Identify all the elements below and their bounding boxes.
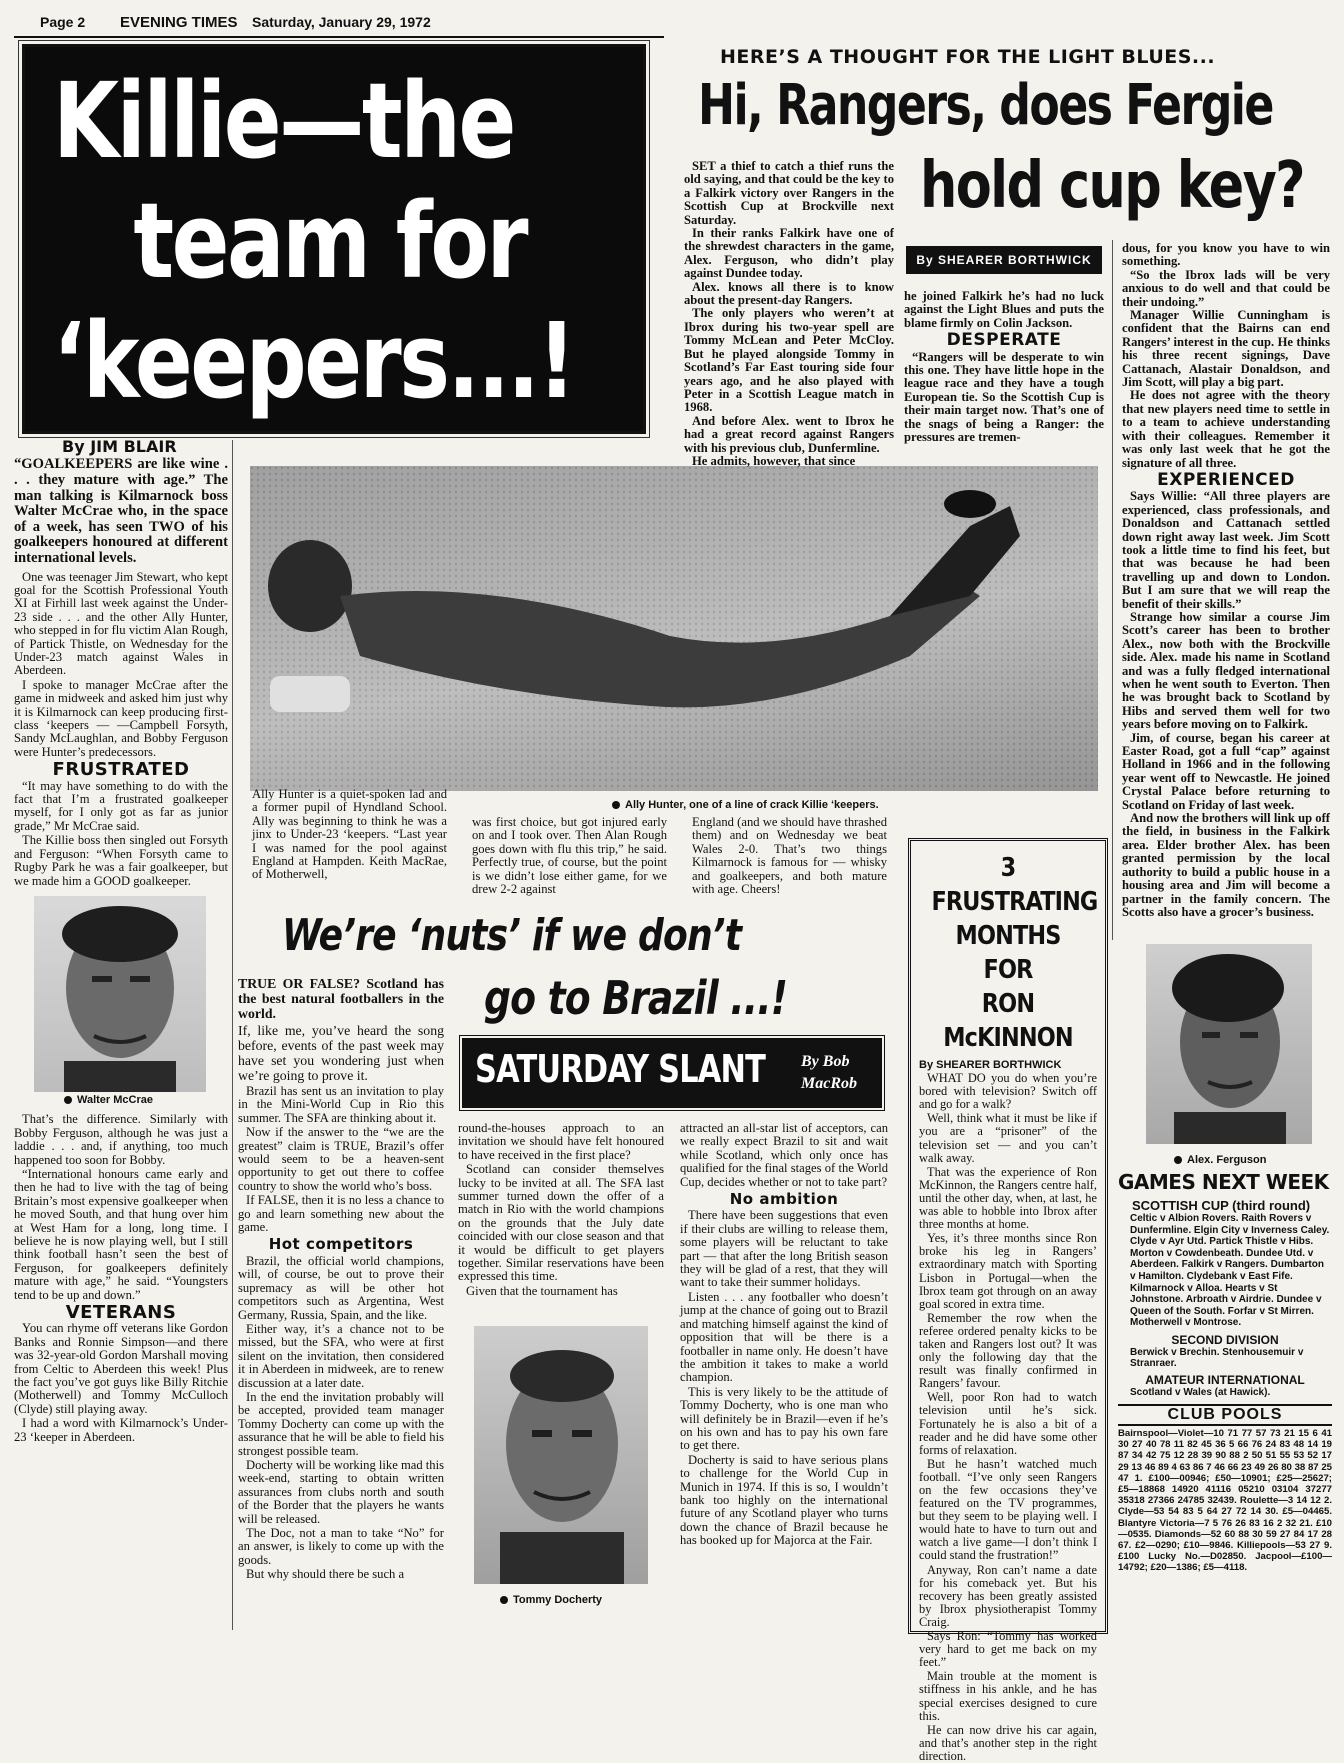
- mckinnon-para-1: WHAT DO you do when you’re bored with television? Switch off and go for a walk?: [919, 1071, 1097, 1112]
- brazil-para-3: If FALSE, then it is no less a chance to go and learn something new about the game.: [238, 1193, 444, 1235]
- brazil-para-10: round-the-houses approach to an invitation we should have felt honoured to have received in the first place?: [458, 1121, 664, 1162]
- caption-bullet-icon: [1174, 1156, 1182, 1164]
- killie-para-4: The Killie boss then singled out Forsyth and Ferguson: “When Forsyth came to Rugby Park he was a fair goalkeeper, but we made him a GOOD goalkeeper.: [14, 833, 228, 888]
- mckinnon-para-5: Remember the row when the referee ordered penalty kicks to be taken and Rangers lost out? It was only the following day that the result was finally confirmed in Rangers’ favour.: [919, 1310, 1097, 1391]
- brazil-para-1: Brazil has sent us an invitation to play in the Mini-World Cup in Rio this summer. The SFA are thinking about it.: [238, 1084, 444, 1125]
- mckinnon-para-7: But he hasn’t watched much football. “I’ve only seen Rangers on the few occasions they’ve featured on the TV programmes, but they seem to be playing well. I would hate to have to turn out and watch a live game—I don’t think I could stand the frustration!”: [919, 1456, 1097, 1563]
- brazil-col-1: [238, 976, 444, 1632]
- brazil-para-8: The Doc, not a man to take “No” for an answer, is likely to come up with the goods.: [238, 1526, 444, 1567]
- docherty-caption: Tommy Docherty: [500, 1594, 602, 1606]
- masthead-rule: [14, 36, 664, 38]
- rangers-para-8: “Rangers will be desperate to win this one. They have little hope in the league race and they have a tough European tie. So the Scottish Cup is their main target now. That’s one of the snags of being a Ranger: the pressures are tremen-: [904, 349, 1104, 445]
- brazil-para-15: Listen . . . any footballer who doesn’t jump at the chance of going out to Brazil and matching himself against the kind of opposition that will be there is a footballer in name only. He doesn’t have the ambition it takes to make a world champion.: [680, 1289, 888, 1385]
- second-division-heading: SECOND DIVISION: [1171, 1332, 1279, 1347]
- rangers-para-7: he joined Falkirk he’s had no luck against the Light Blues and puts the blame firmly on Colin Jackson.: [904, 289, 1104, 330]
- ferguson-caption: Alex. Ferguson: [1174, 1154, 1266, 1166]
- games-panel: [1118, 1170, 1332, 1630]
- rangers-para-3: Alex. knows all there is to know about the present-day Rangers.: [684, 279, 894, 308]
- brazil-para-9: But why should there be such a: [246, 1567, 405, 1582]
- brazil-col-3: [680, 1122, 888, 1632]
- rangers-para-6: He admits, however, that since: [692, 453, 856, 468]
- killie-para-1: One was teenager Jim Stewart, who kept goal for the Scottish Professional Youth XI at Firhill last week against the Under-23 side . . . and the other Ally Hunter, who stepped in for flu victim Alan Rough, of Partick Thistle, on Wednesday for the Under-23 match against Wales in Aberdeen.: [14, 569, 228, 678]
- killie-lead: “GOALKEEPERS are like wine . . . they mature with age.” The man talking is Kilmarnock boss Walter McCrae who, in the space of a week, has seen TWO of his goalkeepers honoured at different international levels.: [14, 456, 228, 566]
- brazil-para-7: Docherty will be working like mad this week-end, starting to obtain written assurances from clubs north and south of the Border that the players he wants will be released.: [238, 1457, 444, 1526]
- killie-headline-line3: ‘keepers...!: [53, 300, 574, 422]
- brazil-subhead-hot: Hot competitors: [268, 1235, 414, 1254]
- caption-bullet-icon: [612, 801, 620, 809]
- killie-headline-line2: team for: [133, 180, 527, 302]
- killie-subhead-frustrated: FRUSTRATED: [52, 759, 190, 781]
- masthead: [40, 14, 680, 36]
- hunter-col-3: England (and we should have thrashed them) and on Wednesday we beat Wales 2-0. That’s two things Kilmarnock is famous for — whisky and goalkeepers, and both mature with age. Cheers!: [692, 815, 887, 897]
- hunter-photo-caption: Ally Hunter, one of a line of crack Killie ‘keepers.: [612, 799, 1012, 811]
- brazil-para-16: This is very likely to be the attitude of Tommy Docherty, who is one man who will definitely be in Brazil—even if he’s on his own and has to pay his own fare to get there.: [680, 1384, 888, 1453]
- paper-name: EVENING TIMES: [120, 14, 238, 31]
- rangers-para-14: Strange how similar a course Jim Scott’s career has been to brother Alex., now both with the Brockville side. Alex. made his name in Scotland and was a fully fledged international when he went south to Everton. Then he was brought back to Scotland by Hibs and served them well for two years before moving on to Falkirk.: [1122, 609, 1330, 732]
- mckinnon-para-2: Well, think what it must be like if you are a “prisoner” of the television set — and you can’t walk away.: [919, 1111, 1097, 1165]
- rangers-byline: By SHEARER BORTHWICK: [906, 246, 1102, 274]
- rangers-para-4: The only players who weren’t at Ibrox during his two-year spell are Tommy McLean and Peter McCloy. But he played alongside Tommy in Scotland’s Far East touring side four years ago, and he also played with Peter in a Scottish League match in 1968.: [684, 306, 894, 415]
- cup-heading: SCOTTISH CUP (third round): [1132, 1198, 1311, 1213]
- photo-ally-hunter: [250, 466, 1098, 791]
- photo-walter-mccrae: [34, 896, 206, 1092]
- rangers-para-12: He does not agree with the theory that new players need time to settle in to a team to achieve understanding with their colleagues. Remember it was only last week that he got the signature of all three.: [1122, 388, 1330, 470]
- rangers-col-2: [904, 290, 1104, 465]
- mckinnon-para-4: Yes, it’s three months since Ron broke his leg in Rangers’ extraordinary match with Sporting Lisbon in Portugal—when the Ibrox team got through on an away goal scored in extra time.: [919, 1231, 1097, 1311]
- mckinnon-para-3: That was the experience of Ron McKinnon, the Rangers centre half, until the other day, when, at last, he was able to hobble into Ibrox after three months at home.: [919, 1164, 1097, 1232]
- hunter-col-1: Ally Hunter is a quiet-spoken lad and a former pupil of Hyndland School. Ally was beginning to think he was a jinx to Under-23 ‘keepers. “Last year I was named for the pool against England at Hampden. Keith MacRae, of Motherwell,: [252, 787, 447, 882]
- mckinnon-byline: By SHEARER BORTHWICK: [919, 1059, 1062, 1071]
- killie-para-3: “It may have something to do with the fact that I’m a frustrated goalkeeper myself, for I only got as far as junior grade,” Mr McCrae said.: [14, 778, 228, 833]
- rangers-headline-line1: Hi, Rangers, does Fergie: [698, 73, 1273, 138]
- rangers-col-1: [684, 159, 894, 468]
- club-pools-results: Bairnspool—Violet—10 71 77 57 73 21 15 6 41 30 27 40 78 11 82 45 36 5 66 76 24 83 48 14 19 87 34 42 75 12 28 39 90 88 2 50 51 55 53 52 17 29 13 46 89 4 63 86 7 46 66 23 49 26 80 38 87 25 47 1. £100—00946; £50—10901; £25—25627; £5—18868 14920 41116 05210 03104 37277 35318 27366 24785 32439. Roulette—3 14 12 2. Clyde—53 54 83 5 64 27 72 14 30. £5—04465. Blantyre Victoria—7 5 76 26 83 16 2 32 21. £10—0535. Diamonds—52 60 88 30 59 27 84 17 28 67. £2—0290; £10—9846. Killiepools—53 27 9. £100 Lucky No.—D02850. Jacpool—£100—14792; £20—1386; £5—4118.: [1118, 1427, 1332, 1574]
- rangers-subhead-desperate: DESPERATE: [946, 330, 1062, 351]
- brazil-para-5: Either way, it’s a chance not to be missed, but the SFA, who were at first silent on the invitation, then considered it in Aberdeen in midweek, are to renew discussion at a later date.: [238, 1321, 444, 1390]
- rangers-subhead-experienced: EXPERIENCED: [1157, 469, 1295, 490]
- killie-headline-box: [22, 44, 646, 434]
- rangers-para-15: Jim, of course, began his career at Easter Road, got a full “cap” against Holland in 1966 and in the following year went off to Newcastle. He joined Crystal Palace before returning to Scotland on Friday of last week.: [1122, 730, 1330, 812]
- diving-goalkeeper-icon: [250, 466, 1098, 791]
- mckinnon-headline-line1: 3 FRUSTRATING: [931, 853, 1098, 917]
- mckinnon-para-6: Well, poor Ron had to watch television until he’s sick. Fortunately he is also a bit of a reader and he did have some other forms of relaxation.: [919, 1390, 1097, 1457]
- mckinnon-body: [919, 1059, 1097, 1763]
- second-division-fixtures: Berwick v Brechin. Stenhousemuir v Stranraer.: [1130, 1346, 1304, 1369]
- amateur-fixture: Scotland v Wales (at Hawick).: [1130, 1386, 1271, 1398]
- brazil-para-17: Docherty is said to have serious plans to challenge for the World Cup in Munich in 1974. If this is so, I wouldn’t bank too highly on the international future of any Scotland player who turns down the chance of Brazil because he has booked up for Majorca at the Fair.: [680, 1452, 888, 1548]
- brazil-para-14: There have been suggestions that even if their clubs are willing to release them, some players will be reluctant to take part — that after the long British season they will be glad of a rest, that they will want to take their summer holidays.: [680, 1208, 888, 1290]
- killie-para-6: “International honours came early and then he had to live with the tag of being Britain’s most expensive goalkeeper when he moved South, and that hung over him at West Ham for a long, long time. I believe he is now playing well, but I still think football hasn’t seen the best of Ferguson, for goalkeepers definitely mature with age,” he said. “Youngsters tend to be up and down.”: [14, 1166, 228, 1302]
- brazil-para-11: Scotland can consider themselves lucky to be invited at all. The SFA last summer turned down the offer of a match in Rio with the world champions on the grounds that the July date coincided with our close season and that it would be difficult to get players together. Similar reservations have been expressed this time.: [458, 1162, 664, 1284]
- issue-date: Saturday, January 29, 1972: [252, 14, 431, 30]
- killie-para-8: I had a word with Kilmarnock’s Under-23 ‘keeper in Aberdeen.: [14, 1416, 228, 1444]
- brazil-para-4: Brazil, the official world champions, will, of course, be out to prove their supremacy as will be other hot competitors such as Argentina, West Germany, Russia, Spain, and the like.: [238, 1253, 444, 1322]
- mckinnon-para-8: Anyway, Ron can’t name a date for his comeback yet. But his recovery has been greatly assisted by Ibrox physiotherapist Tommy Craig.: [919, 1562, 1097, 1629]
- rangers-para-9: dous, for you know you have to win something.: [1122, 241, 1330, 269]
- mckinnon-headline-line2: MONTHS FOR: [955, 921, 1061, 985]
- amateur-heading: AMATEUR INTERNATIONAL: [1145, 1372, 1305, 1387]
- killie-headline-line1: Killie—the: [53, 60, 514, 182]
- column-rule: [232, 440, 233, 1630]
- mckinnon-headline-line3: RON McKINNON: [943, 989, 1073, 1053]
- rangers-para-1: SET a thief to catch a thief runs the old saying, and that could be the key to a Falkirk victory over Rangers in the Scottish Cup at Brockville next Saturday.: [684, 159, 894, 227]
- brazil-para-2: Now if the answer to the “we are the greatest” claim is TRUE, Brazil’s offer would seem to be a heaven-sent opportunity to get out there to coffee country to show the world who’s boss.: [238, 1125, 444, 1193]
- photo-tommy-docherty: [474, 1326, 648, 1584]
- rangers-para-11: Manager Willie Cunningham is confident that the Bairns can end Rangers’ interest in the cup. He thinks his three recent signings, Dave Cattanach, Alastair Donaldson, and Jim Scott, will play a big part.: [1122, 308, 1330, 390]
- brazil-lead-2: If, like me, you’ve heard the song before, events of the past week may have set you wondering just when we’re going to prove it.: [238, 1023, 444, 1083]
- killie-para-2: I spoke to manager McCrae after the game in midweek and asked him just why it is Kilmarnock can keep producing first-class ‘keepers — —Campbell Forsyth, Sandy McLaughlan, and Bobby Ferguson were Hunter’s predecessors.: [14, 677, 228, 759]
- saturday-slant-banner: [462, 1038, 882, 1108]
- brazil-para-13: attracted an all-star list of acceptors, can we really expect Brazil to sit and wait while Scotland, which only once has qualified for the final stages of the World Cup, decides whether or not to take part?: [680, 1121, 888, 1189]
- brazil-headline-line2: go to Brazil ...!: [484, 971, 788, 1025]
- rangers-para-2: In their ranks Falkirk have one of the shrewdest characters in the game, Alex. Ferguson, who didn’t play against Dundee today.: [684, 226, 894, 281]
- rangers-para-5: And before Alex. went to Ibrox he had a great record against Rangers with his previous club, Dunfermline.: [684, 413, 894, 455]
- killie-para-7: You can rhyme off veterans like Gordon Banks and Ronnie Simpson—and there was 32-year-old Gordon Marshall moving from Celtic to Aberdeen this week! Plus the fact you’ve got guys like Billy Ritchie (Motherwell) and Tommy McCulloch (Clyde) still playing away.: [14, 1321, 228, 1416]
- rangers-headline-line2: hold cup key?: [920, 149, 1304, 223]
- mckinnon-para-11: He can now drive his car again, and that’s another step in the right direction.: [919, 1722, 1097, 1763]
- mckinnon-para-10: Main trouble at the moment is stiffness in his ankle, and he has special exercises designed to cure this.: [919, 1669, 1097, 1723]
- mckinnon-para-9: Says Ron: “Tommy has worked very hard to get me back on my feet.”: [919, 1629, 1097, 1670]
- mccrae-caption: Walter McCrae: [64, 1094, 228, 1107]
- killie-headline: [53, 60, 574, 422]
- rangers-para-10: “So the Ibrox lads will be very anxious to do well and that could be their undoing.”: [1122, 267, 1330, 309]
- rangers-kicker: HERE’S A THOUGHT FOR THE LIGHT BLUES...: [720, 46, 1216, 68]
- saturday-slant-author: MacRob: [801, 1075, 857, 1092]
- mccrae-portrait-icon: [34, 896, 206, 1092]
- brazil-col-2: [458, 1122, 664, 1330]
- rangers-col-3: [1122, 242, 1330, 944]
- club-pools-heading: CLUB POOLS: [1118, 1404, 1332, 1426]
- brazil-headline-line1: We’re ‘nuts’ if we don’t: [282, 910, 742, 961]
- mckinnon-box: [908, 838, 1108, 1763]
- brazil-para-6: In the end the invitation probably will be accepted, provided team manager Tommy Docherty can come up with the assurance that he will be able to field his strongest possible team.: [238, 1389, 444, 1458]
- cup-fixtures: Celtic v Albion Rovers. Raith Rovers v Dunfermline. Elgin City v Inverness Caley. Clyde v Ayr Utd. Partick Thistle v Hibs. Morton v Cowdenbeath. Dundee Utd. v Aberdeen. Falkirk v Rangers. Dumbarton v Hamilton. Clydebank v East Fife. Kilmarnock v Alloa. Hearts v St Johnstone. Arbroath v Airdrie. Dundee v Queen of the South. Forfar v St Mirren. Motherwell v Montrose.: [1130, 1213, 1330, 1329]
- caption-bullet-icon: [64, 1096, 72, 1104]
- brazil-para-12: Given that the tournament has: [466, 1283, 618, 1298]
- games-title: GAMES NEXT WEEK: [1118, 1170, 1329, 1194]
- saturday-slant-label: SATURDAY SLANT: [475, 1047, 766, 1091]
- page-number: Page 2: [40, 14, 86, 30]
- killie-subhead-veterans: VETERANS: [65, 1302, 177, 1323]
- brazil-subhead-ambition: No ambition: [729, 1190, 839, 1209]
- hunter-col-2: was first choice, but got injured early on and I took over. Then Alan Rough goes down with flu this trip,” he said. Perfectly true, of course, but the point is we didn’t lose either game, for we drew 2-2 against: [472, 815, 667, 897]
- rangers-para-16: And now the brothers will link up off the field, in business in the Falkirk area. Elder brother Alex. has been granted permission by the local authority to build a public house in a housing area and Jim will become a partner in the family concern. The Scotts also have a grocer’s business.: [1122, 811, 1330, 919]
- column-rule: [1112, 240, 1113, 940]
- killie-left-column: [14, 437, 228, 1630]
- caption-bullet-icon: [500, 1596, 508, 1604]
- brazil-lead-1: TRUE OR FALSE? Scotland has the best natural footballers in the world.: [238, 976, 444, 1021]
- photo-alex-ferguson: [1146, 944, 1312, 1144]
- docherty-portrait-icon: [474, 1326, 648, 1584]
- saturday-slant-by: By Bob: [801, 1053, 850, 1070]
- killie-para-5: That’s the difference. Similarly with Bobby Ferguson, although he was just a laddie . . . and, if anything, too much happened too soon for Bobby.: [14, 1112, 228, 1167]
- mckinnon-headline: [931, 851, 1098, 1055]
- killie-byline: By JIM BLAIR: [62, 437, 177, 456]
- rangers-para-13: Says Willie: “All three players are experienced, class professionals, and Donaldson and Cattanach settled down right away last week. Jim Scott took a little time to find his feet, but that was because he had been travelling up and down to London. But I am sure that we will reap the benefit of their skills.”: [1122, 489, 1330, 611]
- ferguson-portrait-icon: [1146, 944, 1312, 1144]
